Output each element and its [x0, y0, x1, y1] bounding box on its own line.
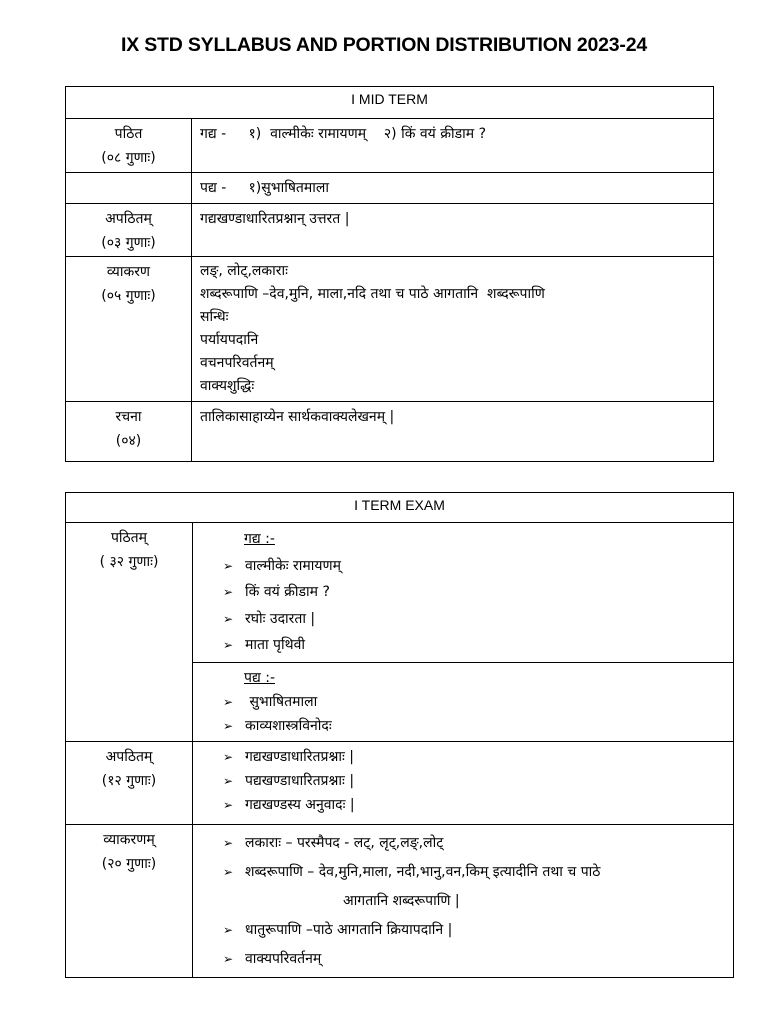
- section-label: पठित: [114, 126, 143, 142]
- mid-term-table: [65, 86, 714, 462]
- section-label: रचना: [115, 409, 142, 425]
- list-item: ➢ गद्यखण्डस्य अनुवादः |: [201, 793, 727, 817]
- content-line: लङ्, लोट्,लकाराः: [200, 263, 288, 279]
- page-title: IX STD SYLLABUS AND PORTION DISTRIBUTION 2023-24: [120, 34, 647, 56]
- content-line: गद्य - १) वाल्मीकेः रामायणम् २) किं वयं क्रीडाम ?: [200, 126, 487, 142]
- list-item: ➢ रघोः उदारता |: [201, 606, 727, 633]
- list-item: ➢ वाल्मीकेः रामायणम्: [201, 553, 727, 580]
- table-row: [66, 402, 714, 462]
- list-item: ➢ किं वयं क्रीडाम ?: [201, 579, 727, 606]
- list-item: ➢ पद्यखण्डाधारितप्रश्नाः |: [201, 769, 727, 793]
- section-marks: (०८ गुणाः): [101, 150, 156, 166]
- arrow-bullet-icon: ➢: [223, 951, 234, 966]
- section-marks: ( ३२ गुणाः): [99, 554, 159, 570]
- table-row: [66, 741, 734, 824]
- content-line: सन्धिः: [200, 309, 229, 325]
- section-marks: (०३ गुणाः): [101, 235, 156, 251]
- content-line: पर्यायपदानि: [200, 332, 259, 348]
- section-label: पठितम्: [110, 530, 148, 546]
- term-exam-heading: I TERM EXAM: [66, 493, 734, 523]
- list-item: ➢ गद्यखण्डाधारितप्रश्नाः |: [201, 745, 727, 769]
- content-line: वचनपरिवर्तनम्: [200, 355, 274, 371]
- term-exam-table: [65, 492, 734, 978]
- table-row: [66, 119, 714, 173]
- content-line: तालिकासाहाय्येन सार्थकवाक्यलेखनम् |: [200, 409, 395, 425]
- arrow-bullet-icon: ➢: [223, 922, 234, 937]
- arrow-bullet-icon: ➢: [223, 864, 234, 879]
- arrow-bullet-icon: ➢: [223, 718, 234, 733]
- arrow-bullet-icon: ➢: [223, 797, 234, 812]
- section-marks: (०४): [115, 433, 142, 449]
- table-row: [66, 257, 714, 402]
- arrow-bullet-icon: ➢: [223, 694, 234, 709]
- content-line: पद्य - १)सुभाषितमाला: [200, 180, 330, 196]
- arrow-bullet-icon: ➢: [223, 558, 234, 573]
- list-item: ➢ वाक्यपरिवर्तनम्: [201, 945, 727, 974]
- arrow-bullet-icon: ➢: [223, 835, 234, 850]
- list-item: ➢ धातुरूपाणि –पाठे आगतानि क्रियापदानि |: [201, 916, 727, 945]
- section-marks: (१२ गुणाः): [101, 772, 157, 789]
- table-row: [66, 173, 714, 204]
- list-item: ➢ काव्यशास्त्रविनोदः: [201, 714, 727, 738]
- list-item-continuation: आगतानि शब्दरूपाणि |: [343, 892, 460, 909]
- arrow-bullet-icon: ➢: [223, 585, 234, 599]
- table-row: [66, 204, 714, 257]
- table-row: [66, 824, 734, 977]
- list-item: ➢ लकाराः – परस्मैपद - लट्, लृट्,लङ्,लोट्: [201, 829, 727, 858]
- arrow-bullet-icon: ➢: [223, 749, 234, 764]
- padya-heading: पद्य :-: [244, 669, 275, 686]
- content-line: गद्यखण्डाधारितप्रश्नान् उत्तरत |: [200, 211, 350, 227]
- section-label: अपठितम्: [105, 211, 152, 227]
- list-item: ➢ सुभाषितमाला: [201, 690, 727, 714]
- table-row: [66, 523, 734, 663]
- list-item: ➢ माता पृथिवी: [201, 632, 727, 659]
- gadya-heading: गद्य :-: [244, 531, 275, 547]
- list-item: ➢ शब्दरूपाणि – देव,मुनि,माला, नदी,भानु,वन,किम् इत्यादीनि तथा च पाठे: [201, 858, 727, 887]
- section-marks: (२० गुणाः): [101, 855, 157, 872]
- content-line: वाक्यशुद्धिः: [200, 378, 255, 394]
- content-line: शब्दरूपाणि –देव,मुनि, माला,नदि तथा च पाठे आगतानि शब्दरूपाणि: [200, 286, 545, 302]
- section-marks: (०५ गुणाः): [101, 288, 156, 304]
- arrow-bullet-icon: ➢: [223, 773, 234, 788]
- section-label: व्याकरण: [106, 264, 151, 280]
- section-label: व्याकरणम्: [103, 831, 155, 848]
- mid-term-heading: I MID TERM: [66, 87, 714, 119]
- arrow-bullet-icon: ➢: [223, 611, 234, 626]
- arrow-bullet-icon: ➢: [223, 638, 234, 652]
- section-label: अपठितम्: [105, 748, 153, 765]
